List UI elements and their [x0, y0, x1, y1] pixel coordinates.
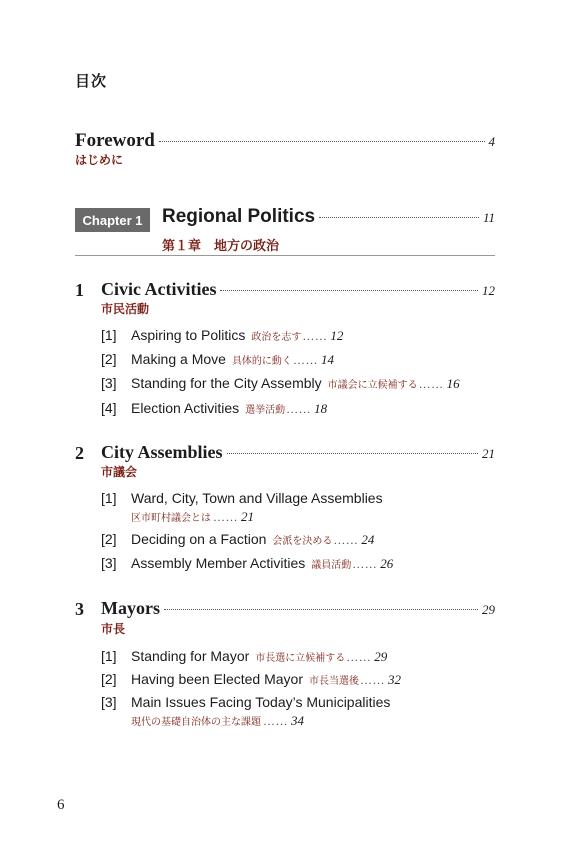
subentry-jp: 市長選に立候補する — [255, 653, 346, 664]
section-title: Civic Activities — [101, 279, 217, 299]
subentry-page: 32 — [388, 672, 401, 687]
section-number: 3 — [75, 599, 84, 619]
dot-leader: …… — [213, 510, 238, 524]
subentry-jp: 区市町村議会とは — [131, 513, 211, 524]
foreword-jp: はじめに — [75, 153, 124, 167]
dot-leader — [227, 453, 479, 454]
toc-subentry[interactable] — [101, 327, 343, 344]
subentry-jp: 現代の基礎自治体の主な課題 — [131, 717, 261, 728]
subentry-title: Ward, City, Town and Village Assemblies — [131, 490, 383, 506]
subentry-jp: 市議会に立候補する — [327, 380, 418, 391]
subentry-title: Standing for Mayor — [131, 648, 250, 664]
subentry-page: 12 — [330, 328, 344, 343]
toc-entry-section-3[interactable] — [101, 598, 495, 624]
toc-entry-chapter-1[interactable] — [162, 206, 495, 232]
toc-subentry[interactable] — [101, 375, 460, 392]
section-jp: 市議会 — [101, 465, 138, 479]
subentry-title: Main Issues Facing Today’s Municipalities — [131, 694, 391, 710]
toc-subentry[interactable] — [101, 671, 401, 688]
section-jp: 市民活動 — [101, 302, 150, 316]
subentry-title: Assembly Member Activities — [131, 555, 306, 571]
subentry-number: [1] — [101, 490, 117, 506]
subentry-number: [2] — [101, 671, 117, 687]
dot-leader: …… — [346, 650, 372, 664]
dot-leader — [164, 609, 478, 610]
subentry-jp: 政治を志す — [251, 332, 302, 343]
toc-subentry[interactable] — [101, 351, 334, 368]
dot-leader: …… — [263, 714, 288, 728]
subentry-page: 16 — [446, 376, 460, 391]
section-number: 2 — [75, 443, 84, 463]
dot-leader: …… — [286, 402, 312, 416]
subentry-page: 14 — [320, 352, 334, 367]
page-header: 目次 — [75, 74, 108, 90]
page-number: 6 — [57, 797, 65, 813]
subentry-number: [3] — [101, 694, 117, 710]
dot-leader — [319, 217, 479, 218]
subentry-title: Standing for the City Assembly — [131, 375, 322, 391]
chapter-jp: 第１章 地方の政治 — [162, 239, 280, 254]
foreword-title: Foreword — [75, 130, 155, 151]
section-page: 12 — [482, 283, 495, 298]
toc-subentry[interactable] — [101, 490, 383, 506]
foreword-page: 4 — [488, 134, 495, 149]
subentry-jp: 具体的に動く — [231, 356, 292, 367]
dot-leader: …… — [292, 353, 318, 367]
toc-subentry[interactable] — [101, 531, 374, 548]
subentry-title: Having been Elected Mayor — [131, 671, 303, 687]
subentry-title: Deciding on a Faction — [131, 531, 267, 547]
section-page: 21 — [482, 446, 495, 461]
toc-subentry[interactable] — [101, 400, 327, 417]
toc-subentry-jp-line — [131, 509, 254, 525]
subentry-page: 34 — [291, 713, 304, 728]
subentry-page: 26 — [380, 556, 394, 571]
subentry-number: [2] — [101, 351, 117, 367]
dot-leader: …… — [302, 329, 328, 343]
subentry-jp: 会派を決める — [272, 536, 333, 547]
section-jp: 市長 — [101, 622, 126, 636]
section-title: City Assemblies — [101, 442, 223, 462]
subentry-page: 21 — [241, 509, 254, 524]
toc-entry-foreword[interactable] — [75, 130, 495, 156]
dot-leader: …… — [418, 377, 444, 391]
subentry-title: Making a Move — [131, 351, 226, 367]
toc-subentry[interactable] — [101, 555, 393, 572]
subentry-jp: 選挙活動 — [245, 405, 286, 416]
subentry-page: 29 — [374, 649, 388, 664]
subentry-number: [2] — [101, 531, 117, 547]
section-number: 1 — [75, 280, 84, 300]
toc-subentry-jp-line — [131, 713, 304, 729]
section-title: Mayors — [101, 598, 160, 618]
toc-entry-section-1[interactable] — [101, 279, 495, 305]
subentry-title: Election Activities — [131, 400, 240, 416]
toc-subentry[interactable] — [101, 648, 387, 665]
subentry-number: [3] — [101, 555, 117, 571]
chapter-page: 11 — [482, 210, 495, 225]
chapter-badge: Chapter 1 — [75, 208, 150, 232]
chapter-title: Regional Politics — [162, 206, 316, 227]
subentry-number: [3] — [101, 375, 117, 391]
dot-leader: …… — [333, 533, 359, 547]
toc-entry-section-2[interactable] — [101, 442, 495, 468]
chapter-divider — [75, 255, 495, 256]
dot-leader: …… — [352, 557, 378, 571]
dot-leader: …… — [360, 673, 385, 687]
subentry-jp: 市長当選後 — [309, 676, 359, 687]
dot-leader — [159, 141, 485, 142]
section-page: 29 — [482, 602, 495, 617]
subentry-number: [4] — [101, 400, 117, 416]
subentry-number: [1] — [101, 327, 117, 343]
subentry-number: [1] — [101, 648, 117, 664]
subentry-page: 18 — [314, 401, 328, 416]
subentry-title: Aspiring to Politics — [131, 327, 246, 343]
toc-subentry[interactable] — [101, 694, 390, 710]
subentry-jp: 議員活動 — [311, 560, 352, 571]
dot-leader — [220, 290, 478, 291]
subentry-page: 24 — [361, 532, 375, 547]
